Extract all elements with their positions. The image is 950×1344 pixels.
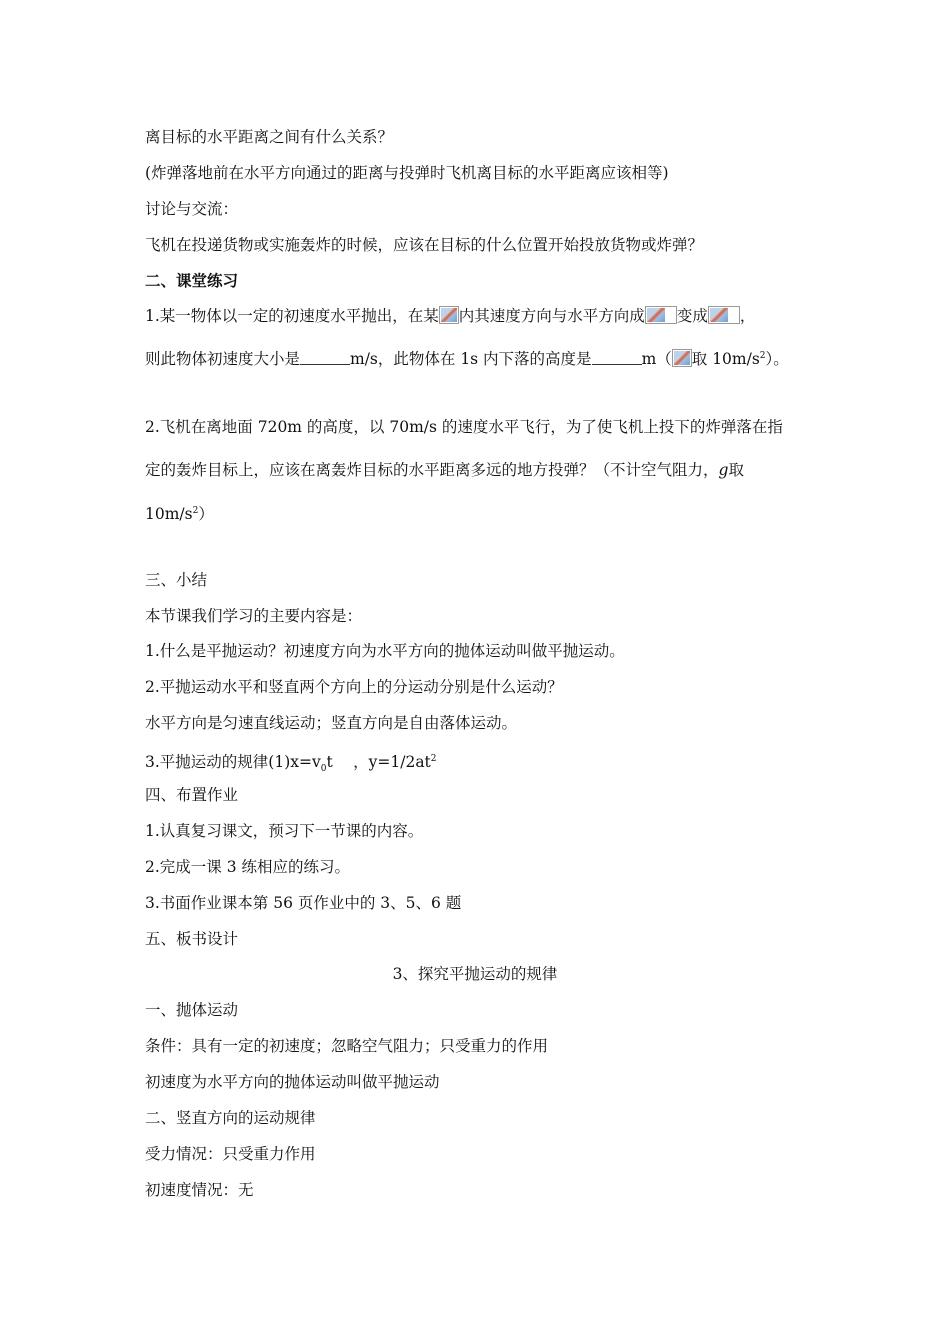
formula-image-icon [439, 306, 459, 324]
text-line: 条件：具有一定的初速度；忽略空气阻力；只受重力的作用 [145, 1037, 549, 1055]
text: t ，y=1/2at [326, 753, 431, 771]
text-line: 1.什么是平抛运动？初速度方向为水平方向的抛体运动叫做平抛运动。 [145, 642, 625, 660]
section-heading: 三、小结 [145, 571, 208, 589]
text-line: (炸弹落地前在水平方向通过的距离与投弹时飞机离目标的水平距离应该相等) [145, 164, 669, 182]
text-line: 1.认真复习课文，预习下一节课的内容。 [145, 822, 424, 840]
answer-blank [300, 350, 350, 365]
exercise-1-line-2 [145, 346, 789, 369]
text-line: 本节课我们学习的主要内容是： [145, 607, 363, 625]
section-heading: 五、板书设计 [145, 930, 239, 948]
text-line: 讨论与交流： [145, 200, 239, 218]
superscript: 2 [430, 754, 437, 764]
section-heading: 四、布置作业 [145, 786, 239, 804]
text-line: 离目标的水平距离之间有什么关系？ [145, 128, 394, 146]
text: 则此物体初速度大小是 [145, 350, 301, 368]
answer-blank [592, 350, 642, 365]
section-heading: 二、课堂练习 [145, 272, 239, 290]
text: m（ [641, 350, 672, 368]
text: ） [198, 505, 214, 523]
board-title: 3、探究平抛运动的规律 [392, 965, 558, 983]
text-line: 一、抛体运动 [145, 1001, 239, 1019]
text-line: 受力情况：只受重力作用 [145, 1145, 316, 1163]
text-line: 3.书面作业课本第 56 页作业中的 3、5、6 题 [145, 894, 462, 912]
text: 取 [728, 461, 744, 479]
text: 内其速度方向与水平方向成 [458, 307, 645, 325]
text: 3.平抛运动的规律(1)x=v [145, 753, 321, 771]
exercise-2-line-2 [145, 460, 744, 480]
text: 变成 [676, 307, 708, 325]
superscript: 2 [759, 351, 766, 361]
text-line: 飞机在投递货物或实施轰炸的时候，应该在目标的什么位置开始投放货物或炸弹？ [145, 236, 704, 254]
text: ）。 [765, 350, 789, 368]
formula-image-icon [645, 306, 677, 324]
formula-image-icon [708, 306, 740, 324]
text-line: 水平方向是匀速直线运动；竖直方向是自由落体运动。 [145, 714, 518, 732]
symbol-g: g [718, 461, 729, 479]
text: 定的轰炸目标上，应该在离轰炸目标的水平距离多远的地方投弹？（不计空气阻力， [145, 461, 719, 479]
text: 10m/s [145, 505, 193, 523]
text-line: 2.平抛运动水平和竖直两个方向上的分运动分别是什么运动？ [145, 678, 563, 696]
subscript: 0 [320, 764, 327, 775]
exercise-1-line-1 [145, 306, 755, 326]
text-line: 二、竖直方向的运动规律 [145, 1109, 316, 1127]
text: m/s，此物体在 1s 内下落的高度是 [350, 350, 592, 368]
exercise-2-line-3 [145, 501, 214, 524]
formula-image-icon [672, 349, 692, 367]
text: 1.某一物体以一定的初速度水平抛出，在某 [145, 307, 439, 325]
text-line: 初速度为水平方向的抛体运动叫做平抛运动 [145, 1073, 440, 1091]
superscript: 2 [192, 506, 199, 516]
exercise-2-line-1: 2.飞机在离地面 720m 的高度，以 70m/s 的速度水平飞行，为了使飞机上投下的炸弹落在指 [145, 418, 783, 436]
text: ， [739, 307, 756, 325]
formula-line [145, 749, 437, 779]
text-line: 初速度情况：无 [145, 1181, 254, 1199]
text-line: 2.完成一课 3 练相应的练习。 [145, 858, 351, 876]
text: 取 10m/s [691, 350, 760, 368]
